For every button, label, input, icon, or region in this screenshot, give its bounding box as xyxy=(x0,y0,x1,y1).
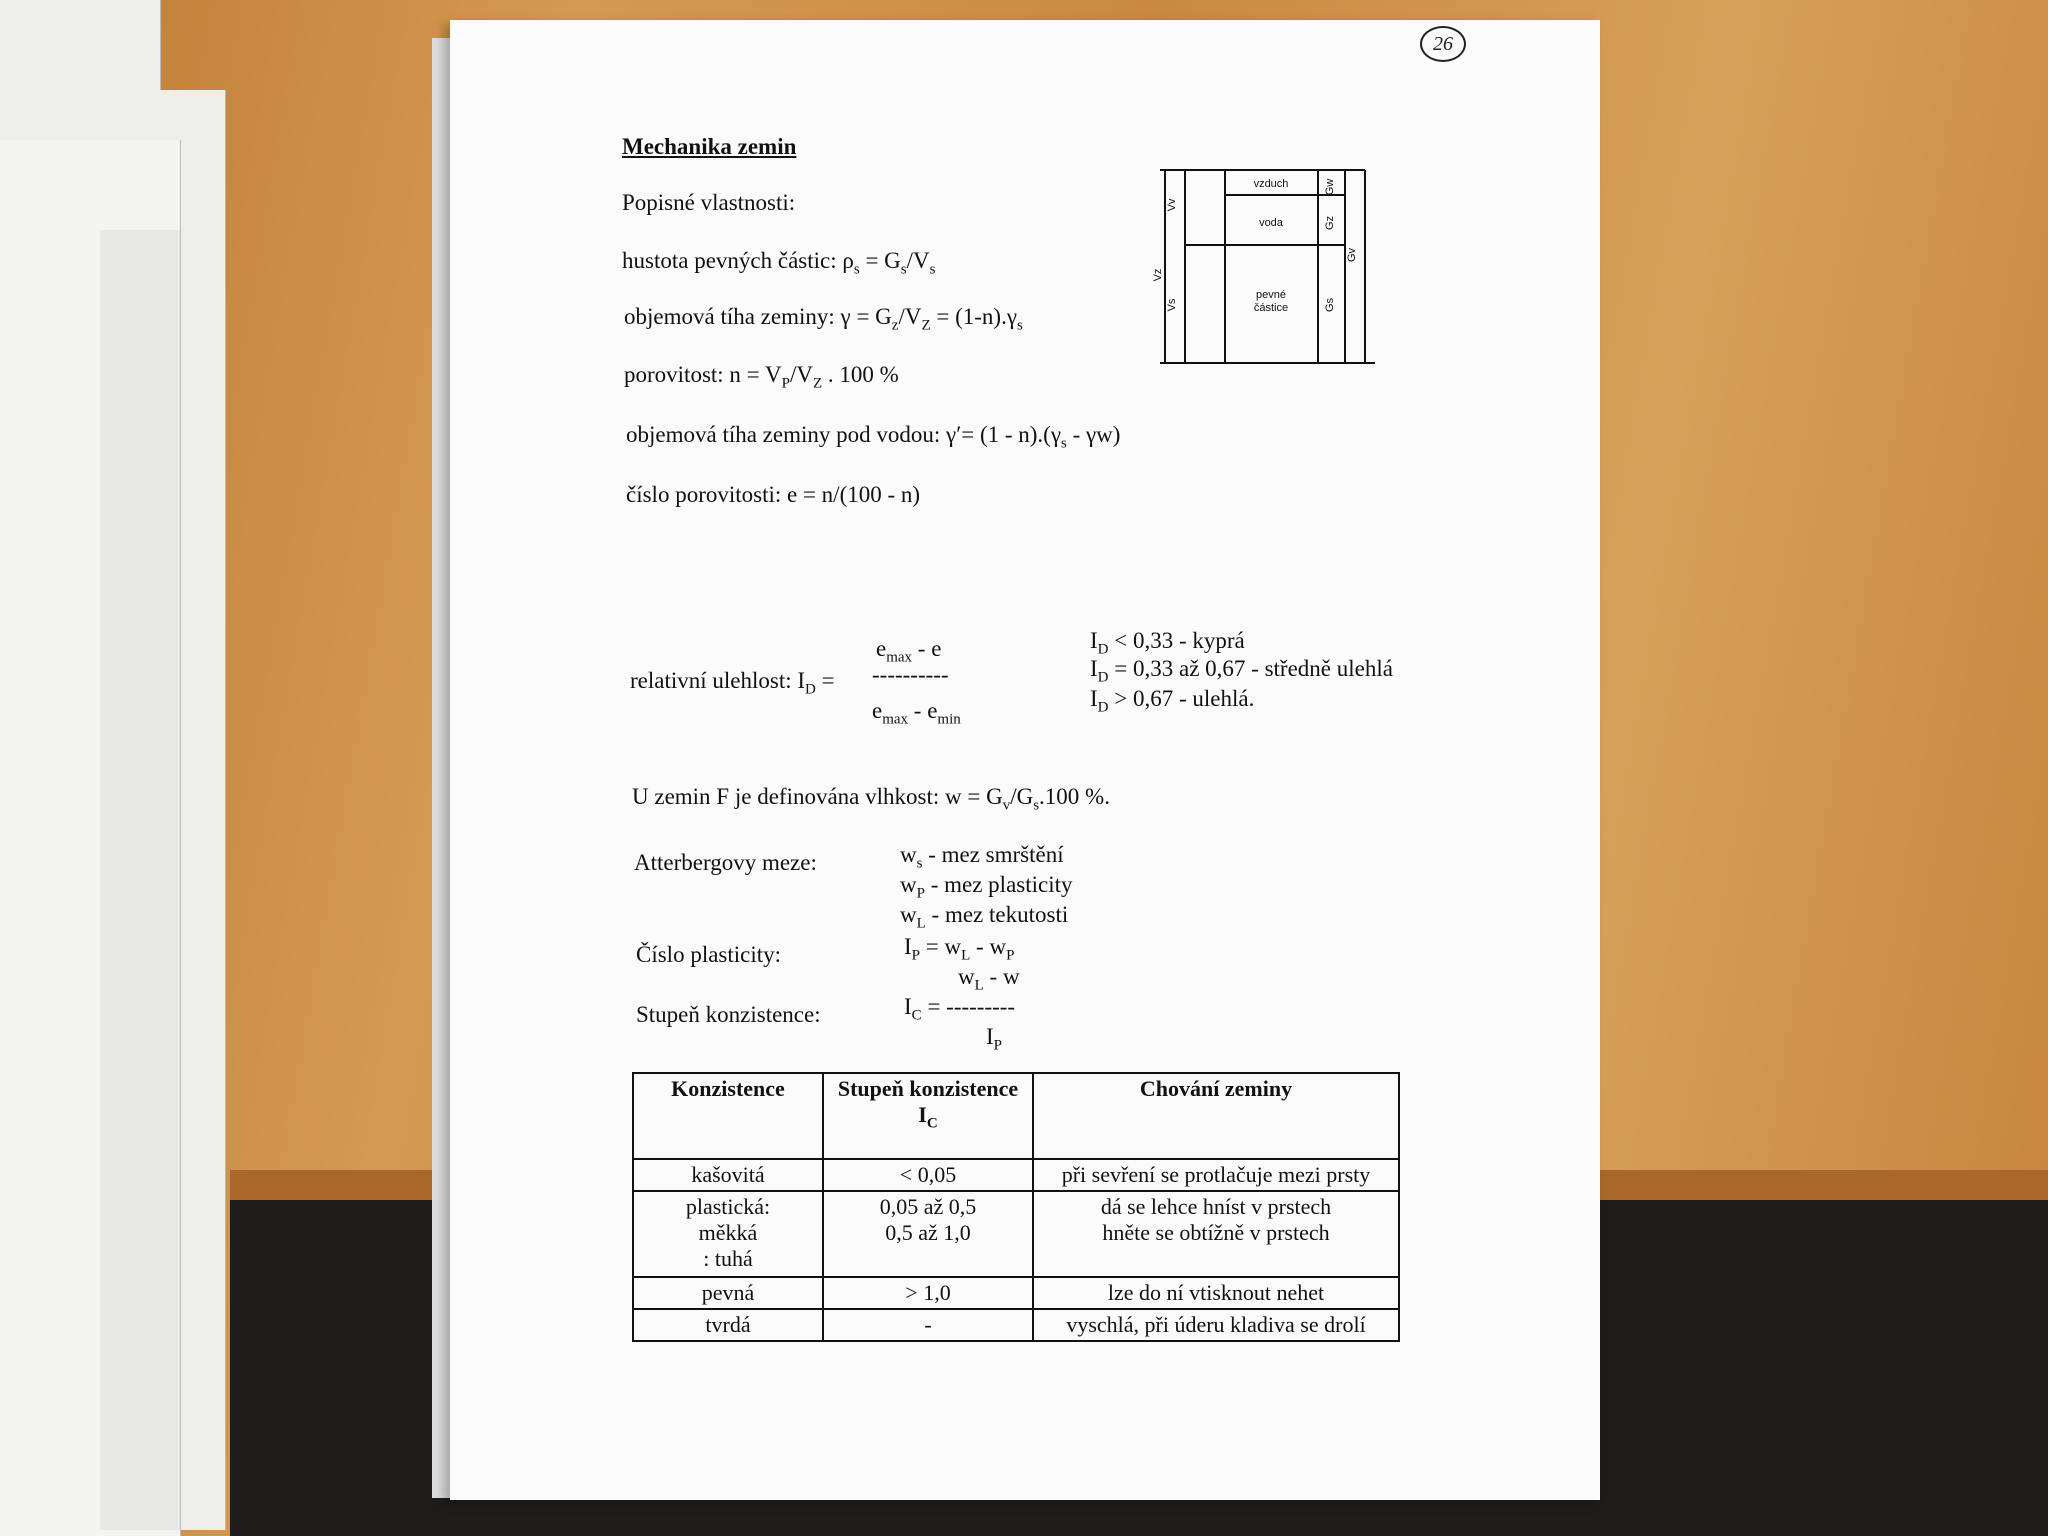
left-paper-stack xyxy=(0,0,270,1536)
konzistence-numerator: $w_L$ - w xyxy=(958,964,1020,994)
plasticita-label: Číslo plasticity: xyxy=(636,942,782,967)
table-row xyxy=(633,1159,1399,1191)
ulehlost-case-kypra: $I_D < 0,33$ - kyprá xyxy=(1090,628,1245,658)
table-row xyxy=(633,1191,1399,1277)
ulehlost-case-stredne: $I_D = 0,33$ až 0,67 - středně ulehlá xyxy=(1090,656,1393,686)
atterberg-item-ws: $w_s$ - mez smrštění xyxy=(900,842,1064,872)
table-header-chovani: Chování zeminy xyxy=(1033,1073,1399,1159)
table-cell: < 0,05 xyxy=(823,1159,1033,1191)
table-cell: při sevření se protlačuje mezi prsty xyxy=(1033,1159,1399,1191)
ulehlost-fraction-line: ---------- xyxy=(872,662,949,687)
konzistence-lhs: $I_C$ = --------- xyxy=(904,994,1016,1024)
ulehlost-numerator: $e_{max}$ - e xyxy=(876,636,942,666)
formula-pod-vodou: objemová tíha zeminy pod vodou: $\gamma'= (1 - n).(\gamma_s - \gamma w)$ xyxy=(626,422,1121,452)
diagram-side-vv: Vv xyxy=(1166,198,1178,212)
table-cell: tvrdá xyxy=(633,1309,823,1341)
section-heading: Popisné vlastnosti: xyxy=(622,190,796,215)
table-row xyxy=(633,1309,1399,1341)
table-header-konzistence: Konzistence xyxy=(633,1073,823,1159)
konzistence-table xyxy=(632,1072,1400,1342)
formula-cislo-porovitosti: číslo porovitosti: e = n/(100 - n) xyxy=(626,482,921,507)
formula-objemova-tiha: objemová tíha zeminy: $\gamma = G_z/V_Z = (1-n).\gamma_s$ xyxy=(624,304,1023,334)
table-row xyxy=(633,1277,1399,1309)
diagram-side-gw: Gw xyxy=(1324,178,1336,196)
diagram-label-vzduch: vzduch xyxy=(1253,178,1289,190)
formula-porovitost: porovitost: $n = V_P/V_Z$ . 100 % xyxy=(624,362,899,392)
konzistence-denominator: $I_P$ xyxy=(986,1024,1003,1054)
table-cell: lze do ní vtisknout nehet xyxy=(1033,1277,1399,1309)
table-header-stupen: Stupeň konzistence $I_C$ xyxy=(823,1073,1033,1159)
formula-hustota: hustota pevných částic: $\rho_s = G_s/V_s$ xyxy=(622,248,936,278)
ulehlost-denominator: $e_{max} - e_{min}$ xyxy=(872,698,961,728)
diagram-label-voda: voda xyxy=(1259,217,1283,229)
diagram-side-vs: Vs xyxy=(1166,298,1178,312)
page-number: 26 xyxy=(1420,26,1466,62)
diagram-side-gs: Gs xyxy=(1324,297,1336,313)
vlhkost-definition: U zemin F je definována vlhkost: $w = G_v/G_s.100$ %. xyxy=(632,784,1110,814)
table-cell: pevná xyxy=(633,1277,823,1309)
table-cell: kašovitá xyxy=(633,1159,823,1191)
table-cell: > 1,0 xyxy=(823,1277,1033,1309)
table-cell: - xyxy=(823,1309,1033,1341)
table-header-row xyxy=(633,1073,1399,1159)
atterberg-item-wl: $w_L$ - mez tekutosti xyxy=(900,902,1069,932)
ulehlost-label: relativní ulehlost: $I_D$ = xyxy=(630,668,835,698)
diagram-side-gz: Gz xyxy=(1324,215,1336,231)
table-cell: vyschlá, při úderu kladiva se drolí xyxy=(1033,1309,1399,1341)
diagram-side-vz: Vz xyxy=(1152,268,1164,282)
page-title: Mechanika zemin xyxy=(622,134,797,159)
atterberg-item-wp: $w_P$ - mez plasticity xyxy=(900,872,1073,902)
phase-diagram xyxy=(1152,165,1380,370)
diagram-label-pevne: pevné xyxy=(1256,289,1286,301)
table-cell: 0,05 až 0,5 0,5 až 1,0 xyxy=(823,1191,1033,1277)
atterberg-label: Atterbergovy meze: xyxy=(634,850,817,875)
diagram-side-gv: Gv xyxy=(1346,247,1358,263)
table-cell: plastická: měkká : tuhá xyxy=(633,1191,823,1277)
table-cell: dá se lehce hníst v prstech hněte se obtížně v prstech xyxy=(1033,1191,1399,1277)
konzistence-label: Stupeň konzistence: xyxy=(636,1002,821,1027)
plasticita-formula: $I_P = w_L - w_P$ xyxy=(904,934,1015,964)
ulehlost-case-ulehla: $I_D > 0,67$ - ulehlá. xyxy=(1090,686,1255,716)
diagram-label-castice: částice xyxy=(1253,302,1289,314)
